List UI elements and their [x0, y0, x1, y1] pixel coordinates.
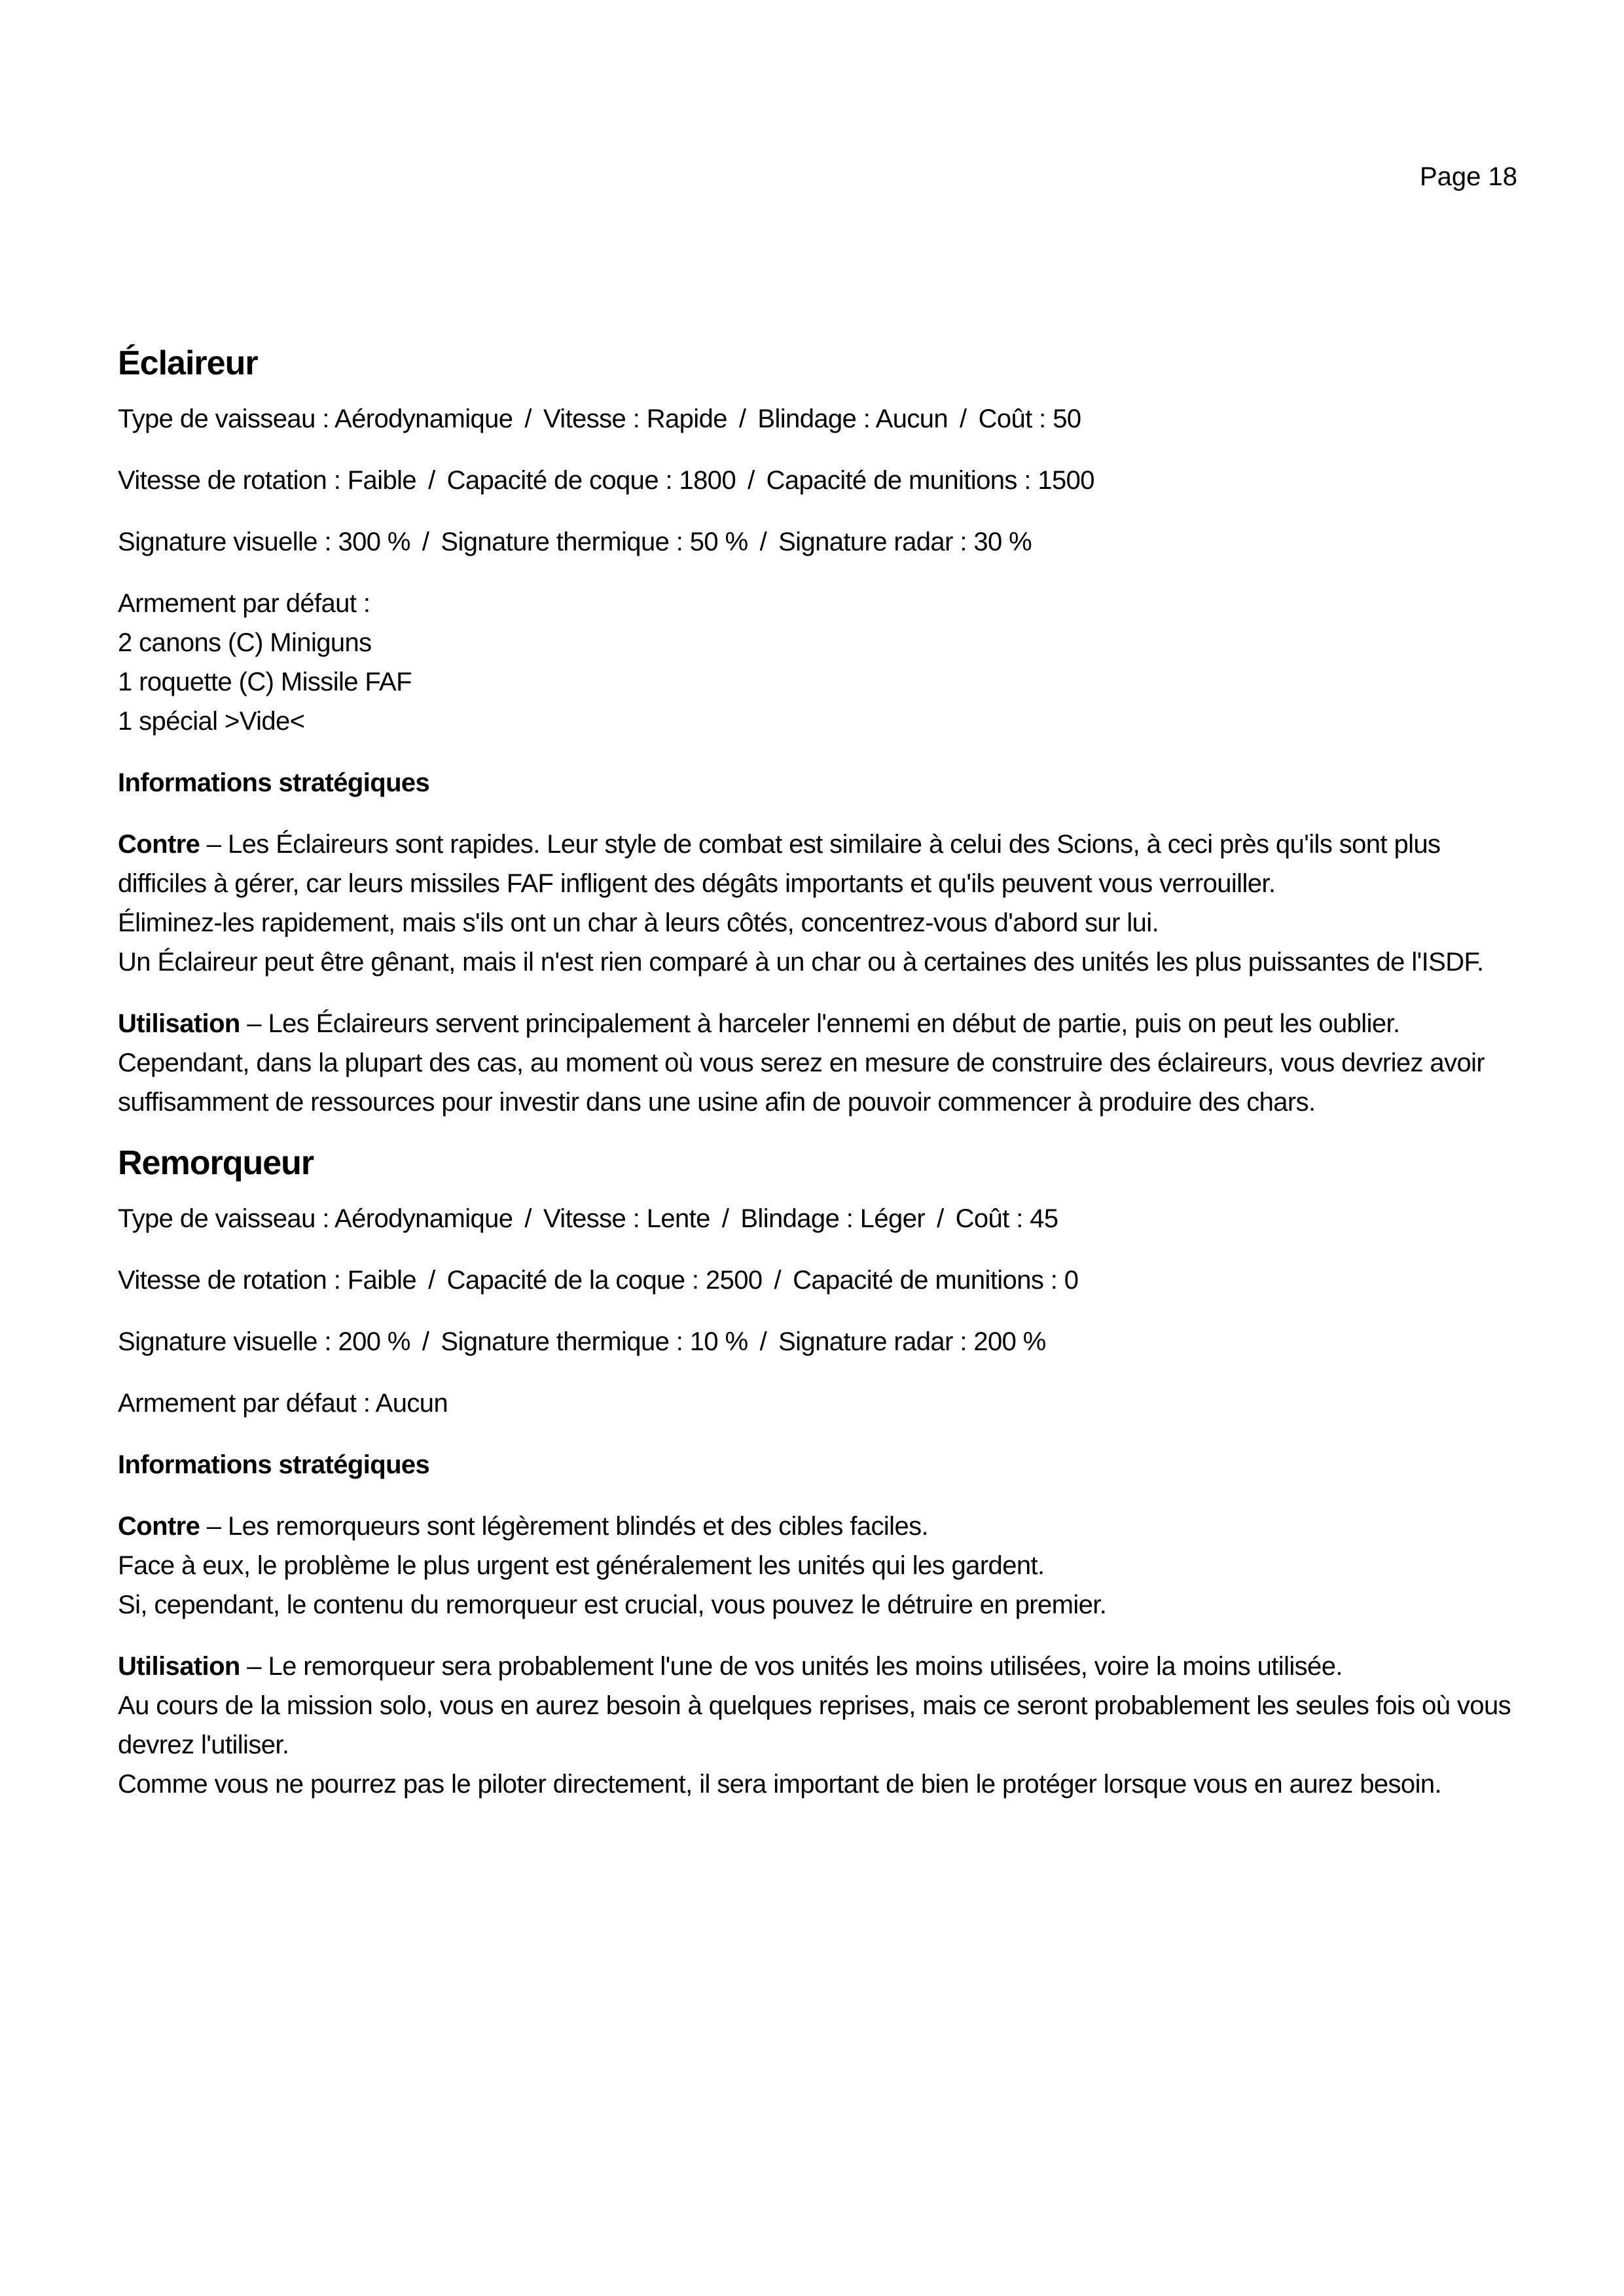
stat-line-capacity: [118, 461, 1519, 500]
stat-line-general: [118, 399, 1519, 439]
em-dash: –: [240, 1652, 268, 1681]
counter-label: Contre: [118, 1512, 200, 1541]
stat-separator: /: [748, 466, 755, 495]
stat-separator: /: [524, 1204, 532, 1233]
stat-armor: Blindage : Aucun: [757, 404, 948, 433]
armament-item: 2 canons (C) Miniguns: [118, 628, 372, 657]
document-body: [118, 340, 1519, 1826]
stat-cost: Coût : 45: [955, 1204, 1058, 1233]
stat-hull-capacity: Capacité de la coque : 2500: [446, 1266, 763, 1295]
stat-separator: /: [428, 466, 435, 495]
stat-separator: /: [960, 404, 967, 433]
stat-ship-type: Type de vaisseau : Aérodynamique: [118, 404, 513, 433]
armament-item: 1 spécial >Vide<: [118, 707, 305, 736]
strategy-heading: Informations stratégiques: [118, 768, 430, 797]
stat-visual-signature: Signature visuelle : 300 %: [118, 528, 410, 556]
stat-separator: /: [759, 1327, 767, 1356]
counter-text: Si, cependant, le contenu du remorqueur est crucial, vous pouvez le détruire en premier.: [118, 1590, 1107, 1619]
stat-rotation-speed: Vitesse de rotation : Faible: [118, 466, 417, 495]
counter-text: Face à eux, le problème le plus urgent est généralement les unités qui les gardent.: [118, 1551, 1045, 1580]
unit-section-eclaireur: [118, 340, 1519, 1122]
section-title: Remorqueur: [118, 1144, 314, 1182]
usage-label: Utilisation: [118, 1652, 240, 1681]
stat-ship-type: Type de vaisseau : Aérodynamique: [118, 1204, 513, 1233]
stat-separator: /: [422, 1327, 429, 1356]
default-armament: [118, 584, 1519, 741]
unit-section-remorqueur: [118, 1140, 1519, 1804]
stat-hull-capacity: Capacité de coque : 1800: [446, 466, 736, 495]
armament-heading: Armement par défaut :: [118, 589, 370, 618]
stat-radar-signature: Signature radar : 200 %: [778, 1327, 1046, 1356]
stat-speed: Vitesse : Lente: [543, 1204, 710, 1233]
usage-paragraph: [118, 1647, 1519, 1804]
counter-text: Un Éclaireur peut être gênant, mais il n'est rien comparé à un char ou à certaines des unités les plus puissantes de l'ISDF.: [118, 948, 1484, 977]
stat-thermal-signature: Signature thermique : 50 %: [441, 528, 748, 556]
usage-text: Au cours de la mission solo, vous en aurez besoin à quelques reprises, mais ce seront probablement les seules fois où vous devrez l'utiliser.: [118, 1691, 1511, 1759]
usage-text: Les Éclaireurs servent principalement à harceler l'ennemi en début de partie, puis on peut les oublier. Cependant, dans la plupart des cas, au moment où vous serez en mesure de construire des éclaireurs, vous devriez avoir suffisamment de ressources pour investir dans une usine afin de pouvoir commencer à produire des chars.: [118, 1009, 1485, 1117]
stat-line-signatures: [118, 1322, 1519, 1361]
stat-separator: /: [759, 528, 767, 556]
usage-paragraph: [118, 1004, 1519, 1122]
stat-separator: /: [524, 404, 532, 433]
section-title: Éclaireur: [118, 344, 258, 382]
em-dash: –: [200, 1512, 228, 1541]
stat-line-capacity: [118, 1261, 1519, 1300]
stat-separator: /: [937, 1204, 944, 1233]
stat-visual-signature: Signature visuelle : 200 %: [118, 1327, 410, 1356]
stat-separator: /: [428, 1266, 435, 1295]
strategy-heading: Informations stratégiques: [118, 1450, 430, 1479]
stat-thermal-signature: Signature thermique : 10 %: [441, 1327, 748, 1356]
counter-text: Les Éclaireurs sont rapides. Leur style de combat est similaire à celui des Scions, à ceci près qu'ils sont plus difficiles à gérer, car leurs missiles FAF infligent des dégâts importants et qu'ils peuvent vous verrouiller.: [118, 830, 1441, 898]
stat-separator: /: [774, 1266, 782, 1295]
stat-speed: Vitesse : Rapide: [543, 404, 727, 433]
em-dash: –: [200, 830, 228, 859]
counter-text: Les remorqueurs sont légèrement blindés et des cibles faciles.: [227, 1512, 929, 1541]
usage-text: Le remorqueur sera probablement l'une de vos unités les moins utilisées, voire la moins utilisée.: [268, 1652, 1343, 1681]
counter-label: Contre: [118, 830, 200, 859]
stat-radar-signature: Signature radar : 30 %: [778, 528, 1032, 556]
em-dash: –: [240, 1009, 268, 1038]
usage-text: Comme vous ne pourrez pas le piloter directement, il sera important de bien le protéger lorsque vous en aurez besoin.: [118, 1770, 1442, 1799]
stat-cost: Coût : 50: [978, 404, 1081, 433]
stat-line-general: [118, 1199, 1519, 1238]
counter-text: Éliminez-les rapidement, mais s'ils ont un char à leurs côtés, concentrez-vous d'abord sur lui.: [118, 908, 1159, 937]
armament-heading: Armement par défaut : Aucun: [118, 1389, 448, 1418]
stat-ammo-capacity: Capacité de munitions : 1500: [766, 466, 1094, 495]
default-armament: [118, 1384, 1519, 1423]
stat-line-signatures: [118, 522, 1519, 562]
usage-label: Utilisation: [118, 1009, 240, 1038]
page-number: Page 18: [1419, 162, 1517, 191]
stat-armor: Blindage : Léger: [740, 1204, 926, 1233]
stat-rotation-speed: Vitesse de rotation : Faible: [118, 1266, 417, 1295]
counter-paragraph: [118, 1507, 1519, 1624]
stat-separator: /: [422, 528, 429, 556]
armament-item: 1 roquette (C) Missile FAF: [118, 668, 412, 696]
stat-ammo-capacity: Capacité de munitions : 0: [793, 1266, 1079, 1295]
counter-paragraph: [118, 825, 1519, 982]
stat-separator: /: [738, 404, 746, 433]
stat-separator: /: [721, 1204, 729, 1233]
